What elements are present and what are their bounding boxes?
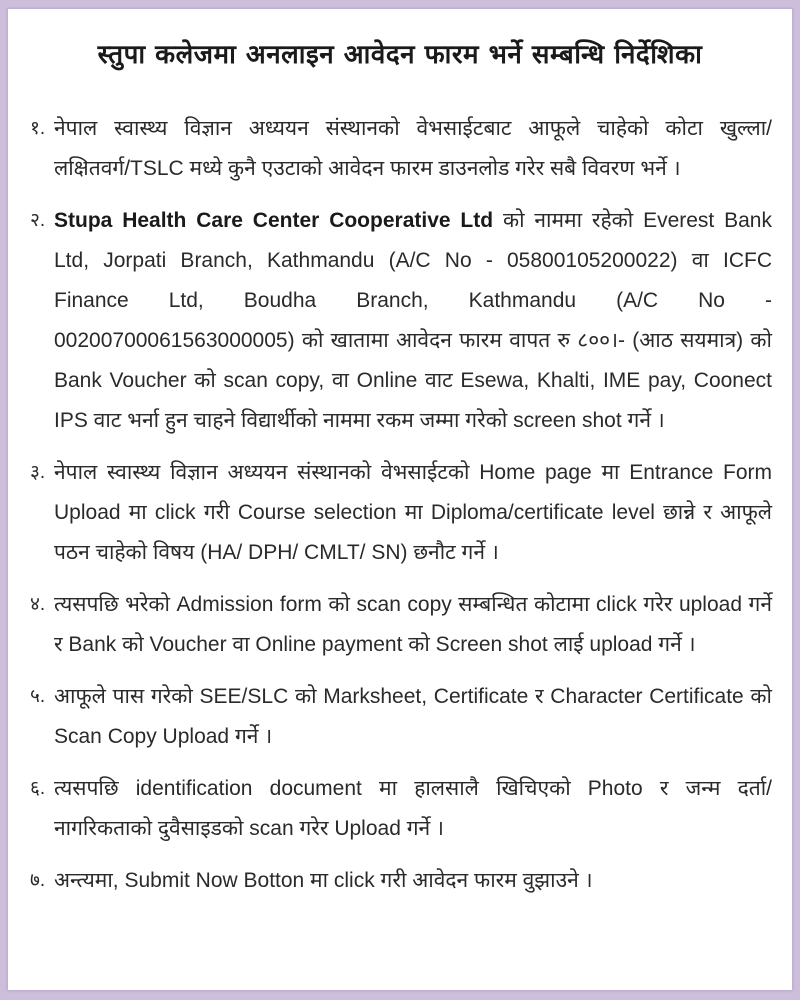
- item-number: ५.: [30, 686, 46, 707]
- instruction-list: [18, 109, 772, 913]
- item-text: त्यसपछि भरेको Admission form को scan copy सम्बन्धित कोटामा click गरेर upload गर्ने र Bank को Voucher वा Online payment को Screen shot लाई upload गर्ने ।: [54, 593, 772, 656]
- item-number: ४.: [30, 594, 46, 615]
- instruction-item-3: [18, 453, 772, 573]
- item-text: आफूले पास गरेको SEE/SLC को Marksheet, Certificate र Character Certificate को Scan Copy Upload गर्ने ।: [54, 685, 772, 748]
- item-text: नेपाल स्वास्थ्य विज्ञान अध्ययन संस्थानको वेभसाईटबाट आफूले चाहेको कोटा खुल्ला/लक्षितवर्ग/TSLC मध्ये कुनै एउटाको आवेदन फारम डाउनलोड गरेर सबै विवरण भर्ने ।: [54, 117, 772, 180]
- item-number: ६.: [30, 778, 46, 799]
- instruction-item-4: [18, 585, 772, 665]
- instruction-item-2: [18, 201, 772, 441]
- cooperative-name: Stupa Health Care Center Cooperative Ltd: [54, 209, 494, 232]
- item-number: ७.: [30, 870, 46, 891]
- item-number: १.: [30, 118, 46, 139]
- item-text: को नाममा रहेको Everest Bank Ltd, Jorpati Branch, Kathmandu (A/C No - 05800105200022) वा ICFC Finance Ltd, Boudha Branch, Kathmandu (A/C No - 00200700061563000005) को खातामा आवेदन फारम वापत रु ८००।- (आठ सयमात्र) को Bank Voucher को scan copy, वा Online वाट Esewa, Khalti, IME pay, Coonect IPS वाट भर्ना हुन चाहने विद्यार्थीको नाममा रकम जम्मा गरेको screen shot गर्ने ।: [54, 209, 772, 432]
- item-number: ३.: [30, 462, 46, 483]
- document-title: स्तुपा कलेजमा अनलाइन आवेदन फारम भर्ने सम्बन्धि निर्देशिका: [97, 40, 703, 70]
- item-text: नेपाल स्वास्थ्य विज्ञान अध्ययन संस्थानको वेभसाईटको Home page मा Entrance Form Upload मा click गरी Course selection मा Diploma/certificate level छान्ने र आफूले पठन चाहेको विषय (HA/ DPH/ CMLT/ SN) छनौट गर्ने ।: [54, 461, 772, 564]
- item-text: त्यसपछि identification document मा हालसालै खिचिएको Photo र जन्म दर्ता/ नागरिकताको दुवैसाइडको scan गरेर Upload गर्ने ।: [54, 777, 772, 840]
- item-text: अन्त्यमा, Submit Now Botton मा click गरी आवेदन फारम वुझाउने ।: [54, 869, 593, 892]
- document-page: [8, 9, 792, 990]
- instruction-item-6: [18, 769, 772, 849]
- item-number: २.: [30, 210, 46, 231]
- instruction-item-1: [18, 109, 772, 189]
- instruction-item-5: [18, 677, 772, 757]
- instruction-item-7: [18, 861, 772, 901]
